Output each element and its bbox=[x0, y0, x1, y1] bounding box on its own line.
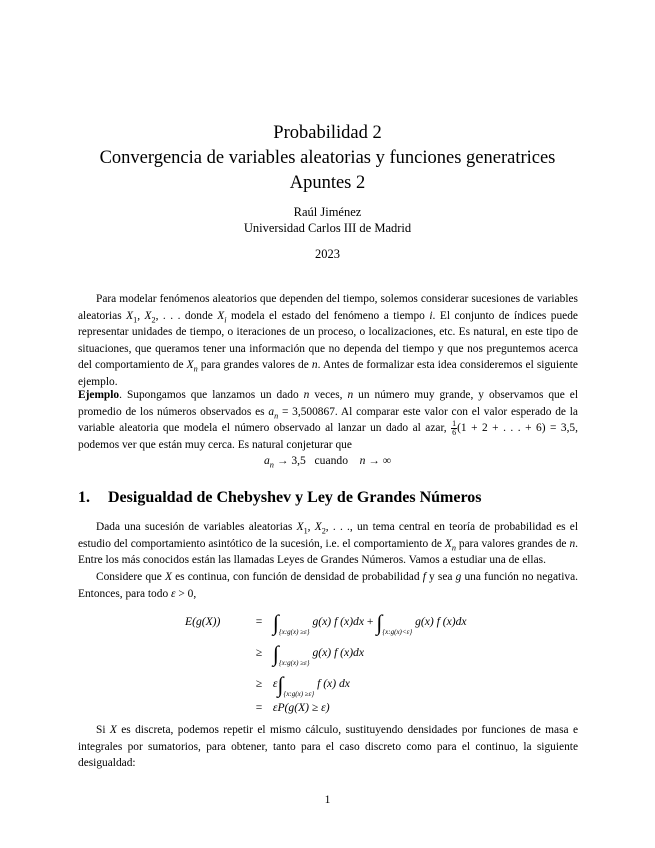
equation-line-1: $E(g(X)) = \int_{\{x:g(x) \ge\varepsilon\}}$ g(x) f $(x)dx + \int_{\{x:g(x)<\varepsilon\}}$ g(x) f (x)dx bbox=[185, 610, 467, 636]
document-series: Apuntes 2 bbox=[289, 173, 366, 193]
author-affiliation: Universidad Carlos III de Madrid bbox=[243, 221, 412, 235]
equation-line-2: ≥ $\int_{\{x:g(x) \ge\varepsilon\}}$ g(x) f (x)dx bbox=[255, 641, 364, 667]
example-paragraph: Ejemplo. Supongamos que lanzamos un dado n veces, n un número muy grande, y observamos que el promedio de los números observados es $a_n = 3,500867$. Al comparar este valor con el valor esperado de la variable aleatoria que modela el número observado al lanzar un dado al azar, $\frac{1}{6}$ (1 + 2 + . . . + 6) = 3,5, podemos ver que están muy cerca. Es natural conjeturar que bbox=[78, 389, 578, 452]
equation-line-4: = εP(g(X) ≥ ε) bbox=[255, 701, 330, 714]
example-label: Ejemplo bbox=[78, 389, 120, 401]
limit-equation: $a_n \to 3,5$ cuando n → ∞ bbox=[263, 454, 392, 470]
section-number: 1. bbox=[78, 489, 90, 506]
discrete-case-paragraph: Si X es discreta, podemos repetir el mismo cálculo, sustituyendo densidades por funciones de masa e integrales por sumatorios, para obtener, tanto para el caso discreto como para el continuo, la siguiente desigualdad: bbox=[78, 724, 578, 770]
continuous-case-paragraph: Considere que X es continua, con función de densidad de probabilidad f y sea g una función no negativa. Entonces, para todo ε > 0, bbox=[78, 571, 578, 600]
one-sixth-fraction: $\frac{1}{6}$ bbox=[452, 419, 457, 438]
section-heading bbox=[78, 488, 578, 508]
document-title: Probabilidad 2 bbox=[273, 123, 382, 143]
chebyshev-intro-paragraph: Dada una sucesión de variables aleatorias $X_1$, $X_2$, . . ., un tema central en teoría de probabilidad es el estudio del comportamiento asintótico de la sucesión, i.e. el comportamiento de $X_n$ para valores grandes de n. Entre los más conocidos están las llamadas Leyes de Grandes Números. Vamos a estudiar una de ellas. bbox=[78, 521, 579, 567]
author-name: Raúl Jiménez bbox=[293, 205, 362, 219]
document-subtitle: Convergencia de variables aleatorias y funciones generatrices bbox=[99, 148, 556, 168]
section-title: Desigualdad de Chebyshev y Ley de Grandes Números bbox=[108, 489, 482, 506]
document-year: 2023 bbox=[315, 247, 340, 261]
page-number: 1 bbox=[324, 794, 331, 806]
intro-paragraph: Para modelar fenómenos aleatorios que dependen del tiempo, solemos considerar sucesiones de variables aleatorias $X_1$, $X_2$, . . . donde $X_i$ modela el estado del fenómeno a tiempo i. El conjunto de índices puede representar unidades de tiempo, o iteraciones de un proceso, o localizaciones, etc. Es natural, en este tipo de situaciones, que queramos tener una información que no dependa del tiempo y que nos preguntemos acerca del comportamiento de $X_n$ para grandes valores de n. Antes de formalizar esta idea consideremos el siguiente ejemplo. bbox=[78, 293, 578, 388]
equation-line-3: ≥ $\varepsilon\int_{\{x:g(x) \ge\varepsilon\}}$ f (x) dx bbox=[255, 672, 350, 698]
